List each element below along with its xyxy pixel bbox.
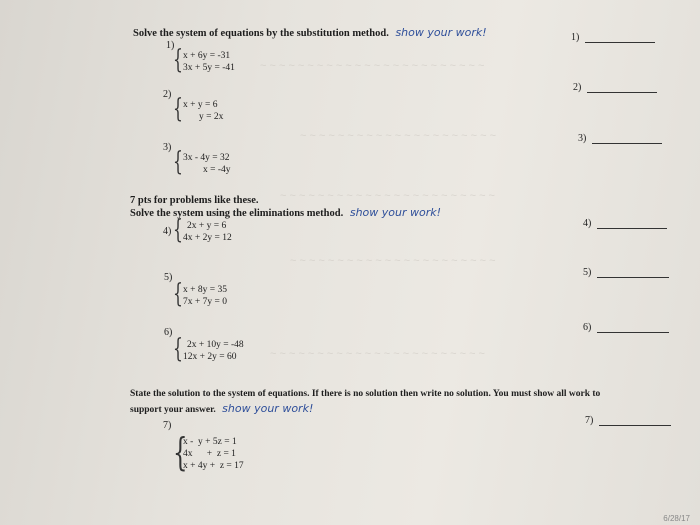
question-6-system: [173, 334, 244, 364]
answer-4: [583, 218, 667, 229]
equation: x - y + 5z = 1: [183, 437, 237, 447]
brace-icon: {: [173, 215, 183, 245]
equation: x + y = 6: [183, 100, 218, 110]
answer-4-label: 4): [583, 218, 592, 229]
answer-1: [571, 32, 655, 43]
page-footer-mark: 6/28/17: [663, 514, 690, 523]
answer-7: [585, 415, 671, 426]
equation: 3x - 4y = 32: [183, 153, 230, 163]
brace-icon: {: [173, 279, 183, 309]
answer-2: [573, 82, 657, 93]
answer-3: [578, 133, 662, 144]
elimination-heading-text: Solve the system using the eliminations method.: [130, 208, 344, 219]
answer-7-blank[interactable]: [599, 424, 671, 426]
equation: 3x + 5y = -41: [183, 63, 235, 73]
equation: 4x + 2y = 12: [183, 233, 232, 243]
equation: 4x + z = 1: [183, 449, 236, 459]
support-answer-text: support your answer.: [130, 405, 216, 415]
question-4-number: 4): [163, 226, 172, 237]
show-through-text: ~ ~ ~ ~ ~ ~ ~ ~ ~ ~ ~ ~ ~ ~ ~ ~ ~ ~ ~ ~ ~: [300, 130, 497, 142]
substitution-heading-text: Solve the system of equations by the substitution method.: [133, 28, 389, 39]
answer-7-label: 7): [585, 415, 594, 426]
elimination-points-note: 7 pts for problems like these.: [130, 195, 259, 206]
answer-1-label: 1): [571, 32, 580, 43]
equation: x = -4y: [203, 165, 231, 175]
answer-6-label: 6): [583, 322, 592, 333]
question-7-system: [173, 430, 244, 474]
answer-5-blank[interactable]: [597, 276, 669, 278]
solution-instructions: State the solution to the system of equations. If there is no solution then write no solution. You must show all work to: [130, 389, 601, 399]
brace-icon: {: [173, 45, 183, 75]
question-5-number: 5): [164, 272, 173, 283]
answer-2-blank[interactable]: [587, 91, 657, 93]
brace-icon: {: [173, 334, 183, 364]
equation: 2x + y = 6: [187, 221, 227, 231]
equation: 2x + 10y = -48: [187, 340, 244, 350]
equation: x + 6y = -31: [183, 51, 231, 61]
answer-1-blank[interactable]: [585, 41, 655, 43]
question-1-number: 1): [166, 40, 175, 51]
show-through-text: ~ ~ ~ ~ ~ ~ ~ ~ ~ ~ ~ ~ ~ ~ ~ ~ ~ ~ ~ ~ ~ ~: [290, 255, 496, 267]
brace-icon: {: [173, 147, 183, 177]
question-3-number: 3): [163, 142, 172, 153]
equation: 12x + 2y = 60: [183, 352, 237, 362]
question-2-number: 2): [163, 89, 172, 100]
answer-6-blank[interactable]: [597, 331, 669, 333]
answer-4-blank[interactable]: [597, 227, 667, 229]
solution-instructions-line2: [130, 402, 313, 415]
answer-3-blank[interactable]: [592, 142, 662, 144]
show-work-note: show your work!: [349, 206, 442, 219]
question-3-system: [173, 147, 231, 177]
brace-icon: {: [173, 94, 183, 124]
answer-6: [583, 322, 669, 333]
question-5-system: [173, 279, 227, 309]
show-through-text: ~ ~ ~ ~ ~ ~ ~ ~ ~ ~ ~ ~ ~ ~ ~ ~ ~ ~ ~ ~ ~ ~ ~ ~: [260, 60, 485, 72]
answer-3-label: 3): [578, 133, 587, 144]
equation: x + 8y = 35: [183, 285, 227, 295]
brace-icon: {: [173, 430, 188, 474]
show-through-text: ~ ~ ~ ~ ~ ~ ~ ~ ~ ~ ~ ~ ~ ~ ~ ~ ~ ~ ~ ~ ~ ~ ~: [280, 190, 495, 202]
show-through-text: ~ ~ ~ ~ ~ ~ ~ ~ ~ ~ ~ ~ ~ ~ ~ ~ ~ ~ ~ ~ ~ ~ ~: [270, 348, 485, 360]
question-7-number: 7): [163, 420, 172, 431]
answer-5-label: 5): [583, 267, 592, 278]
equation: y = 2x: [199, 112, 224, 122]
question-6-number: 6): [164, 327, 173, 338]
show-work-note: show your work!: [395, 26, 487, 39]
question-4-system: [173, 215, 232, 245]
answer-5: [583, 267, 669, 278]
substitution-heading: [133, 26, 487, 39]
answer-2-label: 2): [573, 82, 582, 93]
question-2-system: [173, 94, 224, 124]
equation: x + 4y + z = 17: [183, 461, 244, 471]
question-1-system: [173, 45, 235, 75]
equation: 7x + 7y = 0: [183, 297, 227, 307]
show-work-note: show your work!: [222, 402, 314, 415]
